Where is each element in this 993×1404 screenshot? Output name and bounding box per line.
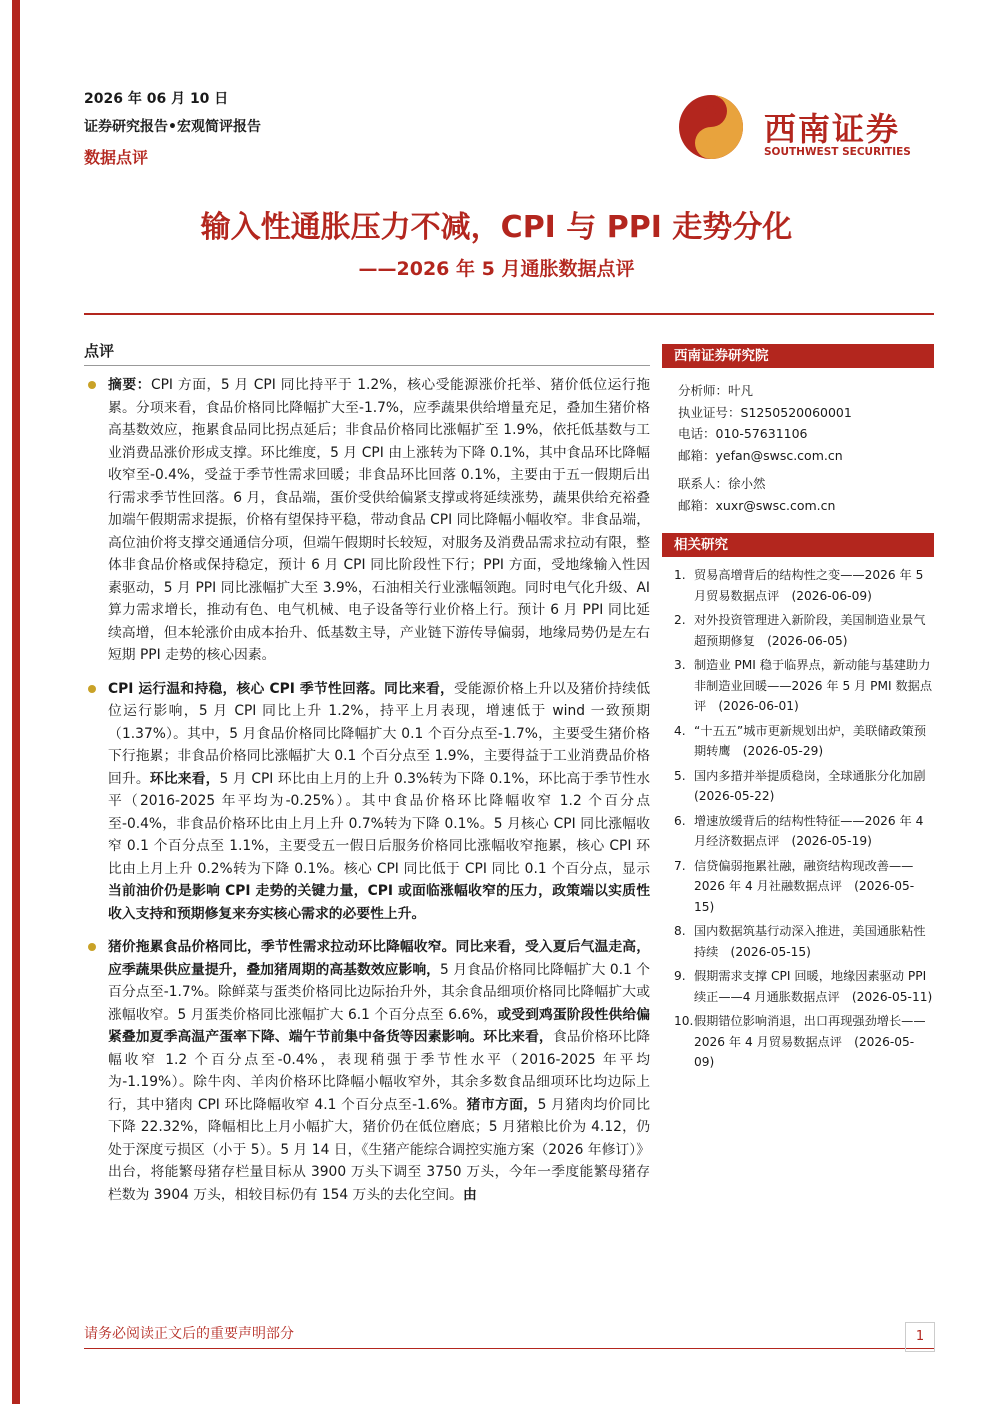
para3-text-2: 食品价格环比降幅收窄 1.2 个百分点至-0.4%，表现稍强于季节性水平（2016-2025 年平均为-1.19%）。除牛肉、羊肉价格环比降幅小幅收窄外，其余多数食品细项环比均边际上行，其中猪肉 CPI 环比降幅收窄 4.1 个百分点至-1.6%。 — [108, 1029, 651, 1113]
related-item-title: 国内数据筑基行动深入推进，美国通胀粘性持续 (2026-05-15) — [694, 924, 926, 959]
page-number: 1 — [905, 1322, 935, 1352]
related-item-number: 7. — [674, 858, 686, 873]
related-item-number: 2. — [674, 613, 686, 627]
related-item-number: 5. — [674, 768, 686, 783]
section-divider — [84, 365, 650, 366]
related-item[interactable] — [674, 1011, 934, 1073]
company-logo — [676, 92, 926, 162]
main-body — [84, 374, 650, 1217]
para3-text-1: 5 月食品价格同比降幅扩大 0.1 个百分点至-1.7%。除鲜菜与蛋类价格同比边际抬升外，其余食品细项价格同比降幅扩大或涨幅收窄。5 月蛋类价格同比涨幅扩大 6.1 个百分点至 6.6%， — [108, 961, 650, 1023]
main-title: 输入性通胀压力不减，CPI 与 PPI 走势分化 — [200, 210, 793, 245]
report-type: 证券研究报告•宏观简评报告 — [84, 119, 261, 135]
cert-label: 执业证号： — [678, 404, 741, 420]
related-item[interactable] — [674, 655, 934, 717]
related-item-number: 3. — [674, 658, 686, 672]
institute-header: 西南证券研究院 — [662, 344, 934, 368]
para3-bold-3: 猪市方面， — [466, 1096, 538, 1113]
para3-bold-4: 由 — [462, 1186, 477, 1203]
related-item[interactable] — [674, 966, 934, 1007]
related-research — [662, 533, 938, 1073]
sidebar — [662, 344, 938, 1077]
related-item[interactable] — [674, 856, 934, 918]
section-label: 点评 — [84, 342, 115, 360]
footer-divider — [84, 1348, 934, 1349]
related-list — [662, 557, 938, 1073]
contact-name: 徐小然 — [728, 476, 766, 491]
para2-bold-1: CPI 运行温和持稳，核心 CPI 季节性回落。同比来看， — [108, 680, 455, 697]
title-divider — [84, 313, 934, 315]
contact-row — [678, 473, 934, 495]
para3-bold-1: 猪价拖累食品价格同比，季节性需求拉动环比降幅收窄。同比来看，受入夏后气温走高，应季蔬果供应量提升，叠加猪周期的高基数效应影响， — [108, 939, 650, 978]
report-header — [84, 88, 261, 168]
related-item-number: 9. — [674, 969, 686, 983]
para1-text-1: CPI 方面，5 月 CPI 同比持平于 1.2%，核心受能源涨价托举、猪价低位运行拖累。分项来看，食品价格同比降幅扩大至-1.7%，应季蔬果供给增量充足，叠加生猪价格高基数效应，拖累食品同比拐点延后；非食品价格同比涨幅扩至 1.9%，依托低基数与工业消费品涨价形成支撑。环比维度，5 月 CPI 由上涨转为下降 0.1%，其中食品环比降幅收窄至-0.4%，受益于季节性需求回暖；非食品环比回落 0.1%，主要由于五一假期后出行需求季节性回落。6 月，食品端，蛋价受供给偏紧支撑或将延续涨势，蔬果供给充裕叠加端午假期需求提振，价格有望保持平稳，带动食品 CPI 同比降幅小幅收窄。非食品端，高位油价将支撑交通通信分项，但端午假期时长较短，对服务及消费品需求拉动有限，整体非食品价格或保持稳定，预计 6 月 CPI 同比阶段性下行；PPI 方面，受地缘输入性因素驱动，5 月 PPI 同比涨幅扩大至 3.9%，石油相关行业涨幅领跑。同时电气化升级、AI 算力需求增长，推动有色、电气机械、电子设备等行业价格上行。预计 6 月 PPI 同比延续高增，但本轮涨价由成本抬升、低基数主导，产业链下游传导偏弱，地缘局势仍是左右短期 PPI 走势的核心因素。 — [108, 377, 650, 663]
para2-text-1: 受能源价格上升以及猪价持续低位运行影响，5 月 CPI 同比上升 1.2%，持平上月表现，增速低于 wind 一致预期（1.37%）。其中，5 月食品价格同比降幅扩大 0.1 个百分点至-1.7%，主要受生猪价格下行拖累；非食品价格同比涨幅扩大 0.1 个百分点至 1.9%，主要得益于工业消费品价格回升。 — [108, 680, 651, 787]
contact-email-link[interactable]: xuxr@swsc.com.cn — [715, 497, 836, 513]
related-item-number: 10. — [674, 1014, 694, 1028]
analyst-info — [662, 368, 934, 516]
report-column: 数据点评 — [84, 148, 149, 167]
paragraph-summary — [84, 374, 650, 667]
related-item-title: 假期错位影响消退，出口再现强劲增长——2026 年 4 月贸易数据点评 (2026-05-09) — [694, 1014, 926, 1069]
related-item-number: 6. — [674, 813, 686, 828]
related-item-number: 4. — [674, 723, 686, 738]
related-item-title: 贸易高增背后的结构性之变——2026 年 5 月贸易数据点评 (2026-06-09) — [694, 568, 924, 603]
para3-text-3: 5 月猪肉均价同比下降 22.32%，降幅相比上月小幅扩大，猪价仍在低位磨底；5 月猪粮比价为 4.12，仍处于深度亏损区（小于 5）。5 月 14 日，《生猪产能综合调控实施方案（2026 年修订）》出台，将能繁母猪存栏量目标从 3900 万头下调至 3750 万头，今年一季度能繁母猪存栏数为 3904 万头，相较目标仍有 154 万头的去化空间。 — [108, 1096, 650, 1203]
para2-bold-3: 当前油价仍是影响 CPI 走势的关键力量，CPI 或面临涨幅收窄的压力，政策端以实质性收入支持和预期修复来夯实核心需求的必要性上升。 — [108, 883, 650, 922]
contact-email-label: 邮箱： — [678, 497, 716, 513]
logo-name-cn: 西南证券 — [764, 110, 901, 148]
contact-label: 联系人： — [678, 476, 729, 491]
contact-email-row — [678, 495, 934, 517]
related-item-title: 信贷偏弱拖累社融，融资结构现改善——2026 年 4 月社融数据点评 (2026-05-15) — [694, 858, 915, 914]
related-item[interactable] — [674, 766, 938, 807]
phone-number: 010-57631106 — [715, 426, 808, 441]
analyst-name: 叶凡 — [728, 383, 754, 398]
analyst-row — [678, 380, 934, 402]
cert-row — [678, 402, 934, 424]
related-item-title: 制造业 PMI 稳于临界点，新动能与基建助力非制造业回暖——2026 年 5 月 PMI 数据点评 (2026-06-01) — [694, 658, 933, 713]
related-item-title: 增速放缓背后的结构性特征——2026 年 4 月经济数据点评 (2026-05-19) — [694, 813, 924, 848]
related-item-number: 8. — [674, 924, 686, 938]
logo-name-en: SOUTHWEST SECURITIES — [764, 146, 911, 158]
paragraph-food — [84, 936, 650, 1206]
related-item[interactable] — [674, 610, 934, 651]
paragraph-cpi — [84, 678, 650, 926]
email-label: 邮箱： — [678, 447, 716, 463]
phone-row — [678, 423, 934, 445]
related-item-number: 1. — [674, 568, 686, 582]
related-item[interactable] — [674, 721, 934, 762]
disclaimer-note: 请务必阅读正文后的重要声明部分 — [84, 1326, 294, 1342]
related-header: 相关研究 — [662, 533, 934, 557]
related-item-title: “十五五”城市更新规划出炉，美联储政策预期转鹰 (2026-05-29) — [694, 723, 927, 758]
cert-number: S1250520060001 — [740, 404, 852, 420]
related-item-title: 国内多措并举提质稳岗，全球通胀分化加剧 (2026-05-22) — [694, 768, 938, 803]
phone-label: 电话： — [678, 426, 716, 441]
related-item-title: 假期需求支撑 CPI 回暖，地缘因素驱动 PPI 续正——4 月通胀数据点评 (2026-05-11) — [694, 969, 933, 1004]
email-row — [678, 445, 934, 467]
para1-bold-1: 摘要： — [108, 377, 151, 393]
email-link[interactable]: yefan@swsc.com.cn — [715, 447, 843, 463]
related-item[interactable] — [674, 811, 934, 852]
logo-emblem-icon — [676, 92, 746, 162]
related-item[interactable] — [674, 565, 934, 606]
para2-bold-2: 环比来看， — [149, 770, 220, 787]
sub-title: ——2026 年 5 月通胀数据点评 — [358, 258, 635, 280]
related-item-title: 对外投资管理进入新阶段，美国制造业景气超预期修复 (2026-06-05) — [694, 613, 926, 648]
para2-text-2: 5 月 CPI 环比由上月的上升 0.3%转为下降 0.1%，环比高于季节性水平（2016-2025 年平均为-0.25%）。其中食品价格环比降幅收窄 1.2 个百分点至-0.4%，非食品价格环比由上月上升 0.7%转为下降 0.1%。5 月核心 CPI 同比涨幅收窄 0.1 个百分点至 1.1%，主要受五一假日后服务价格同比涨幅收窄拖累，核心 CPI 环比由上月上升 0.2%转为下降 0.1%。核心 CPI 同比低于 CPI 同比 0.1 个百分点，显示 — [108, 770, 650, 877]
report-date: 2026 年 06 月 10 日 — [84, 91, 229, 107]
info-gap — [678, 466, 934, 473]
para3-bold-2: 或受到鸡蛋阶段性供给偏紧叠加夏季高温产蛋率下降、端午节前集中备货等因素影响。环比来看， — [108, 1006, 651, 1045]
analyst-label: 分析师： — [678, 383, 729, 398]
related-item[interactable] — [674, 921, 934, 962]
